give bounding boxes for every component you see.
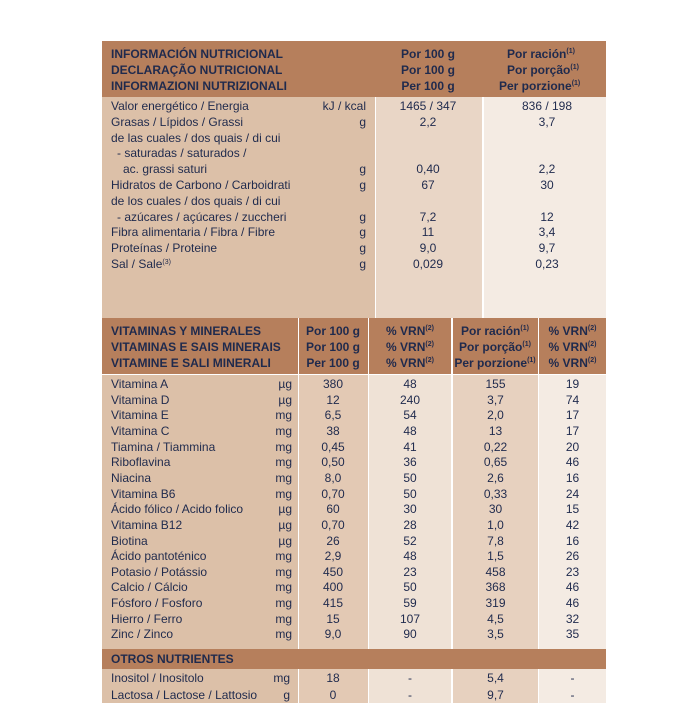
vitamin-name: Ácido pantoténico — [111, 549, 207, 564]
vitamin-per100: 450 — [322, 564, 344, 579]
nutrient-per100: 11 — [421, 225, 435, 240]
vitamin-name: Niacina — [111, 470, 152, 485]
nutrient-name: de las cuales / dos quais / di cui — [111, 130, 281, 145]
nutrient-unit: g — [359, 178, 366, 192]
vitamin-vrn100: 41 — [403, 439, 417, 454]
vitamin-name: Vitamina A — [111, 377, 169, 391]
vitamin-vrn100: 48 — [403, 377, 417, 391]
portion-header-it — [499, 79, 580, 93]
nutrient-portion: 30 — [540, 178, 554, 192]
nutrient-per100: 67 — [421, 178, 435, 192]
nutrient-portion: 3,4 — [538, 225, 556, 240]
divider — [102, 374, 606, 375]
nutrient-unit: g — [359, 162, 366, 177]
vit-portion-header-es — [452, 324, 538, 338]
vitamin-unit: mg — [275, 564, 292, 579]
vitamin-portion: 1,0 — [487, 517, 504, 532]
vit-portion-header-it — [448, 356, 542, 370]
nutrient-name: Grasas / Lípidos / Grassi — [111, 114, 244, 129]
nutrient-per100: 0,029 — [412, 257, 444, 271]
portion-header-pt-label: Por porção — [507, 63, 571, 77]
other-unit: mg — [273, 671, 290, 685]
vitamin-per100: 415 — [322, 596, 344, 611]
vitamin-unit: µg — [278, 502, 292, 517]
vit-per100-header-pt: Por 100 g — [305, 340, 361, 354]
vitamin-vrn100: 107 — [399, 611, 421, 626]
vitamin-portion: 3,7 — [487, 392, 504, 407]
vitamin-name: Calcio / Cálcio — [111, 580, 188, 595]
portion-header-pt — [507, 63, 579, 77]
other-vrnp: - — [570, 671, 575, 685]
vitamin-unit: mg — [275, 439, 292, 454]
vitamin-vrnp: 16 — [565, 533, 580, 548]
vitamin-name: Riboflavina — [111, 455, 171, 470]
vitamin-vrnp: 42 — [565, 517, 580, 532]
vitamin-name: Vitamina E — [111, 408, 169, 423]
other-per100: 18 — [326, 671, 340, 685]
other-name: Lactosa / Lactose / Lattosio — [111, 687, 258, 702]
vitamins-title-it: VITAMINE E SALI MINERALI — [111, 356, 271, 370]
vitamin-vrnp: 16 — [565, 470, 580, 485]
vitamin-unit: mg — [275, 486, 292, 501]
vitamin-vrnp: 26 — [565, 549, 580, 564]
vit-per100-header-it: Per 100 g — [306, 356, 360, 370]
nutrient-unit: kJ / kcal — [322, 99, 366, 113]
other-vrn100: - — [408, 671, 412, 685]
vitamin-vrnp: 46 — [565, 455, 580, 470]
other-vrn100: - — [408, 687, 412, 702]
nutrition-panel — [102, 41, 606, 702]
vitamin-name: Fósforo / Fosforo — [111, 596, 203, 611]
footnote-mark: (1) — [520, 325, 529, 332]
vitamin-name: Vitamina B12 — [111, 517, 183, 532]
vitamin-name: Zinc / Zinco — [111, 627, 174, 642]
vitamin-portion: 0,33 — [483, 486, 508, 501]
vitamin-unit: µg — [278, 377, 292, 391]
vitamin-unit: µg — [278, 392, 292, 407]
nutrition-per100-column — [375, 97, 482, 318]
portion-header-es-label: Por ración — [507, 47, 567, 61]
vitamin-per100: 0,50 — [321, 455, 345, 470]
vitamin-vrn100: 52 — [403, 533, 417, 548]
vitamin-unit: mg — [275, 408, 292, 423]
vitamin-per100: 38 — [326, 423, 340, 438]
vitamin-vrn100: 54 — [403, 408, 417, 423]
vitamin-per100: 26 — [326, 533, 340, 548]
vitamin-name: Tiamina / Tiammina — [111, 439, 216, 454]
vitamin-per100: 0,70 — [321, 517, 345, 532]
vrnp-header-it — [539, 356, 606, 370]
nutrient-name: Hidratos de Carbono / Carboidrati — [111, 178, 291, 192]
nutrient-portion: 836 / 198 — [521, 99, 573, 113]
nutrient-portion: 2,2 — [538, 162, 556, 177]
vrn-label: % VRN — [548, 324, 588, 338]
nutrient-unit: g — [359, 257, 366, 271]
vitamin-vrnp: 35 — [565, 627, 580, 642]
nutrition-title-it: INFORMAZIONI NUTRIZIONALI — [111, 79, 287, 93]
per100-header-pt: Por 100 g — [400, 63, 456, 77]
vit-portion-label: Por ración — [461, 324, 521, 338]
footnote-mark: (1) — [570, 64, 579, 71]
vitamin-per100: 12 — [326, 392, 340, 407]
divider — [375, 97, 376, 318]
vitamin-portion: 4,5 — [487, 611, 504, 626]
vitamin-vrn100: 50 — [403, 580, 417, 595]
vitamin-vrnp: 74 — [565, 392, 580, 407]
vitamin-per100: 9,0 — [324, 627, 342, 642]
other-portion: 5,4 — [487, 671, 504, 685]
footnote-mark: (2) — [425, 341, 434, 348]
vitamin-unit: mg — [275, 580, 292, 595]
vitamin-name: Potasio / Potássio — [111, 564, 208, 579]
nutrient-portion: 3,7 — [538, 114, 556, 129]
vitamin-vrnp: 20 — [565, 439, 580, 454]
vitamin-vrnp: 23 — [565, 564, 580, 579]
other-vrnp: - — [570, 687, 575, 702]
vrn-header-pt — [369, 340, 451, 354]
vitamin-vrnp: 19 — [565, 377, 580, 391]
vitamin-per100: 15 — [326, 611, 340, 626]
vitamin-portion: 0,65 — [483, 455, 508, 470]
per100-header-es: Por 100 g — [400, 47, 456, 61]
nutrient-name: Proteínas / Proteine — [111, 241, 218, 256]
vrn-label: % VRN — [548, 356, 588, 370]
vitamin-vrn100: 240 — [399, 392, 421, 407]
vitamin-per100: 380 — [322, 377, 344, 391]
nutrition-portion-column — [482, 97, 606, 318]
vitamin-per100: 2,9 — [324, 549, 342, 564]
nutrition-title-es: INFORMACIÓN NUTRICIONAL — [111, 47, 283, 61]
vitamin-unit: µg — [278, 533, 292, 548]
vit-portion-header-pt — [452, 340, 538, 354]
vitamin-unit: mg — [275, 596, 292, 611]
vitamin-vrn100: 48 — [403, 423, 417, 438]
portion-header-it-label: Per porzione — [499, 79, 572, 93]
nutrient-per100: 7,2 — [419, 209, 437, 224]
footnote-mark: (1) — [566, 48, 575, 55]
vitamin-portion: 458 — [485, 564, 506, 579]
portion-header-es — [507, 47, 575, 61]
vitamin-portion: 1,5 — [487, 549, 504, 564]
vitamin-name: Hierro / Ferro — [111, 611, 183, 626]
nutrient-name: ac. grassi saturi — [123, 162, 208, 177]
other-portion: 9,7 — [487, 687, 504, 702]
vitamin-per100: 0,70 — [321, 486, 345, 501]
vitamin-vrn100: 59 — [403, 596, 417, 611]
vitamin-name: Biotina — [111, 533, 148, 548]
divider — [482, 97, 484, 318]
vitamin-vrnp: 17 — [565, 423, 580, 438]
other-unit: g — [283, 687, 290, 702]
nutrient-per100: 2,2 — [419, 114, 437, 129]
nutrient-unit: g — [359, 209, 366, 224]
vit-portion-label: Por porção — [459, 340, 523, 354]
nutrient-name: - saturadas / saturados / — [117, 146, 247, 161]
vitamin-vrnp: 15 — [565, 502, 580, 517]
nutrient-unit: g — [359, 114, 366, 129]
vitamin-unit: mg — [275, 423, 292, 438]
nutrient-name: de los cuales / dos quais / di cui — [111, 193, 281, 208]
vitamin-per100: 0,45 — [321, 439, 345, 454]
vitamin-unit: mg — [275, 611, 292, 626]
vitamin-name: Ácido fólico / Acido folico — [111, 502, 244, 517]
vitamin-per100: 6,5 — [324, 408, 342, 423]
footnote-mark: (2) — [425, 357, 434, 364]
vrnp-header-pt — [539, 340, 606, 354]
vitamin-name: Vitamina D — [111, 392, 170, 407]
vitamins-title-pt: VITAMINAS E SAIS MINERAIS — [111, 340, 281, 354]
vitamin-vrnp: 17 — [565, 408, 580, 423]
vitamin-vrn100: 36 — [403, 455, 417, 470]
vrn-header-it — [369, 356, 451, 370]
vrn-label: % VRN — [386, 340, 426, 354]
vitamin-vrn100: 50 — [403, 470, 417, 485]
nutrient-per100: 9,0 — [419, 241, 437, 256]
vit-per100-header-es: Por 100 g — [305, 324, 361, 338]
vrn-label: % VRN — [386, 356, 426, 370]
vitamin-portion: 368 — [485, 580, 506, 595]
per100-header-it: Per 100 g — [401, 79, 455, 93]
vrn-label: % VRN — [548, 340, 588, 354]
footnote-mark: (2) — [587, 341, 597, 348]
vitamin-vrnp: 46 — [565, 580, 580, 595]
vitamin-vrnp: 46 — [565, 596, 580, 611]
vitamin-vrn100: 90 — [403, 627, 417, 642]
footnote-mark: (1) — [571, 80, 581, 87]
footnote-mark: (2) — [425, 325, 434, 332]
vitamin-vrn100: 48 — [403, 549, 417, 564]
vitamin-portion: 319 — [485, 596, 506, 611]
nutrient-per100: 0,40 — [416, 162, 440, 177]
vitamin-portion: 2,6 — [487, 470, 504, 485]
footnote-mark: (3) — [162, 259, 171, 266]
vitamin-unit: mg — [275, 455, 292, 470]
other-name: Inositol / Inositolo — [111, 671, 204, 685]
vitamin-unit: mg — [275, 470, 292, 485]
vitamin-portion: 7,8 — [487, 533, 504, 548]
vitamin-unit: mg — [275, 549, 292, 564]
vitamin-vrn100: 28 — [403, 517, 417, 532]
vitamin-per100: 60 — [326, 502, 340, 517]
nutrient-portion: 0,23 — [535, 257, 559, 271]
footnote-mark: (2) — [587, 325, 597, 332]
vrn-label: % VRN — [386, 324, 426, 338]
nutrient-name: Fibra alimentaria / Fibra / Fibre — [111, 225, 276, 240]
vitamin-vrnp: 24 — [565, 486, 580, 501]
nutrient-unit: g — [359, 241, 366, 256]
nutrient-name: Valor energético / Energia — [111, 99, 249, 113]
vitamins-title-es: VITAMINAS Y MINERALES — [111, 324, 262, 338]
nutrient-portion: 12 — [540, 209, 554, 224]
vitamin-portion: 13 — [488, 423, 503, 438]
vitamin-per100: 8,0 — [324, 470, 342, 485]
footnote-mark: (2) — [587, 357, 597, 364]
vitamin-per100: 400 — [322, 580, 344, 595]
other-per100: 0 — [329, 687, 337, 702]
nutrient-portion: 9,7 — [538, 241, 556, 256]
vitamin-vrnp: 32 — [565, 611, 580, 626]
vitamin-portion: 30 — [488, 502, 503, 517]
vitamin-name: Vitamina B6 — [111, 486, 176, 501]
vrnp-header-es — [539, 324, 606, 338]
vit-portion-label: Per porzione — [454, 356, 528, 370]
vitamin-unit: mg — [275, 627, 292, 642]
nutrient-name: - azúcares / açúcares / zuccheri — [117, 209, 287, 224]
nutrient-name: Sal / Sale$^{(3)}$ — [111, 257, 171, 271]
vitamin-portion: 0,22 — [483, 439, 508, 454]
nutrition-title-pt: DECLARAÇÃO NUTRICIONAL — [111, 63, 283, 77]
vitamin-portion: 2,0 — [487, 408, 504, 423]
footnote-mark: (1) — [522, 341, 531, 348]
vitamin-name: Vitamina C — [111, 423, 170, 438]
vitamin-portion: 3,5 — [487, 627, 504, 642]
vitamin-vrn100: 23 — [403, 564, 417, 579]
vitamin-unit: µg — [278, 517, 292, 532]
vitamin-vrn100: 30 — [403, 502, 417, 517]
nutrient-per100: 1465 / 347 — [399, 99, 457, 113]
others-title: OTROS NUTRIENTES — [111, 652, 234, 666]
footnote-mark: (1) — [527, 357, 536, 364]
nutrient-unit: g — [359, 225, 366, 240]
vitamin-vrn100: 50 — [403, 486, 417, 501]
vrn-header-es — [369, 324, 451, 338]
vitamin-portion: 155 — [485, 377, 506, 391]
